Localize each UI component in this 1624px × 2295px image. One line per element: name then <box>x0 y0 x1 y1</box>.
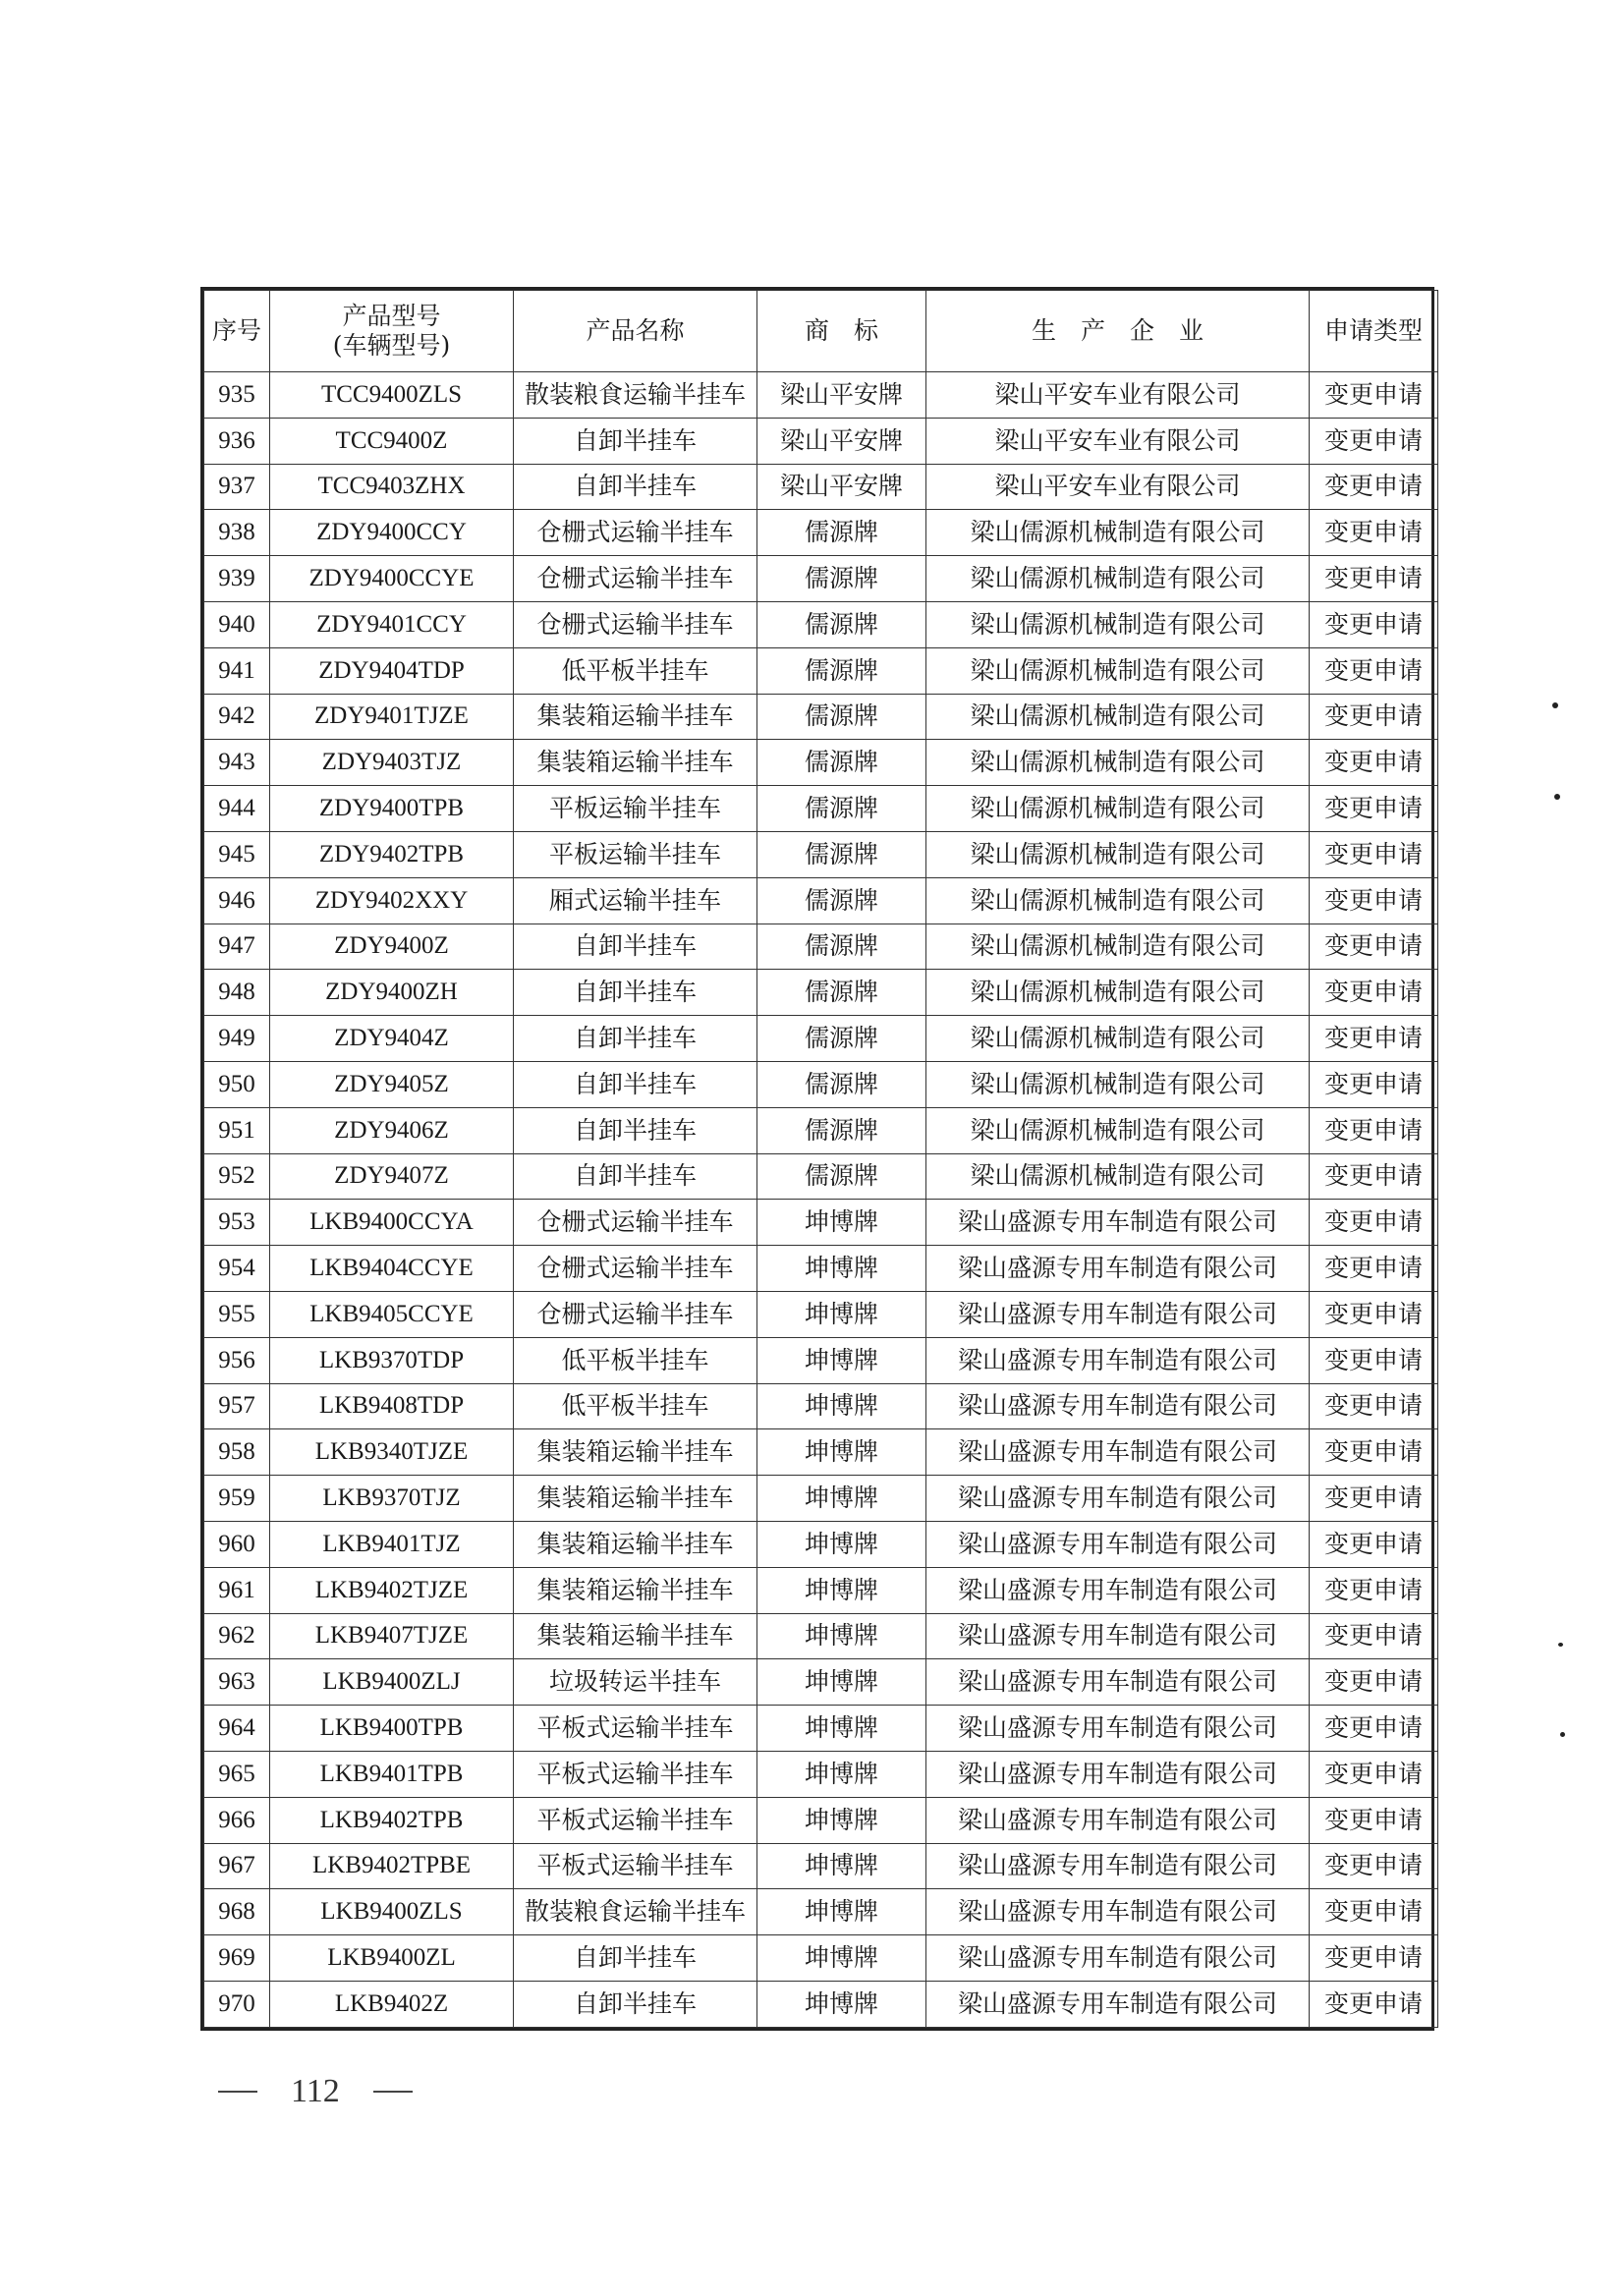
cell-manufacturer: 梁山儒源机械制造有限公司 <box>926 924 1310 970</box>
cell-brand: 儒源牌 <box>757 1016 926 1062</box>
cell-product-name: 仓栅式运输半挂车 <box>514 1200 757 1246</box>
cell-product-name: 集装箱运输半挂车 <box>514 1521 757 1567</box>
cell-product-model: ZDY9404TDP <box>270 647 514 694</box>
cell-manufacturer: 梁山儒源机械制造有限公司 <box>926 1016 1310 1062</box>
cell-product-model: ZDY9402XXY <box>270 877 514 924</box>
cell-product-model: LKB9340TJZE <box>270 1429 514 1476</box>
cell-brand: 坤博牌 <box>757 1797 926 1843</box>
cell-product-name: 自卸半挂车 <box>514 1981 757 2027</box>
cell-product-model: LKB9370TJZ <box>270 1476 514 1522</box>
cell-serial-no: 959 <box>204 1476 270 1522</box>
cell-brand: 儒源牌 <box>757 1107 926 1153</box>
table-row <box>204 694 1438 740</box>
cell-brand: 梁山平安牌 <box>757 418 926 464</box>
cell-manufacturer: 梁山盛源专用车制造有限公司 <box>926 1200 1310 1246</box>
cell-manufacturer: 梁山儒源机械制造有限公司 <box>926 1107 1310 1153</box>
cell-product-name: 平板运输半挂车 <box>514 831 757 877</box>
cell-manufacturer: 梁山盛源专用车制造有限公司 <box>926 1337 1310 1383</box>
cell-manufacturer: 梁山盛源专用车制造有限公司 <box>926 1889 1310 1935</box>
cell-brand: 坤博牌 <box>757 1246 926 1292</box>
cell-serial-no: 952 <box>204 1153 270 1200</box>
table-row <box>204 1751 1438 1797</box>
cell-product-name: 仓栅式运输半挂车 <box>514 556 757 602</box>
cell-application-type: 变更申请 <box>1310 877 1438 924</box>
cell-serial-no: 955 <box>204 1291 270 1337</box>
cell-manufacturer: 梁山儒源机械制造有限公司 <box>926 740 1310 786</box>
cell-product-model: ZDY9404Z <box>270 1016 514 1062</box>
cell-serial-no: 967 <box>204 1843 270 1889</box>
cell-brand: 坤博牌 <box>757 1981 926 2027</box>
cell-manufacturer: 梁山盛源专用车制造有限公司 <box>926 1706 1310 1752</box>
cell-product-model: LKB9400ZLS <box>270 1889 514 1935</box>
cell-manufacturer: 梁山盛源专用车制造有限公司 <box>926 1476 1310 1522</box>
cell-product-name: 集装箱运输半挂车 <box>514 1429 757 1476</box>
cell-product-model: ZDY9403TJZ <box>270 740 514 786</box>
cell-brand: 梁山平安牌 <box>757 372 926 419</box>
cell-application-type: 变更申请 <box>1310 1476 1438 1522</box>
table-row <box>204 647 1438 694</box>
cell-application-type: 变更申请 <box>1310 694 1438 740</box>
table-row <box>204 924 1438 970</box>
cell-application-type: 变更申请 <box>1310 601 1438 647</box>
footer-right-dash <box>373 2091 413 2093</box>
cell-brand: 坤博牌 <box>757 1935 926 1982</box>
cell-serial-no: 945 <box>204 831 270 877</box>
cell-product-model: ZDY9400Z <box>270 924 514 970</box>
table-row <box>204 740 1438 786</box>
table-row <box>204 1521 1438 1567</box>
cell-brand: 坤博牌 <box>757 1889 926 1935</box>
table-row <box>204 464 1438 510</box>
cell-brand: 坤博牌 <box>757 1291 926 1337</box>
cell-application-type: 变更申请 <box>1310 1429 1438 1476</box>
cell-product-name: 自卸半挂车 <box>514 924 757 970</box>
cell-product-model: ZDY9402TPB <box>270 831 514 877</box>
cell-product-name: 自卸半挂车 <box>514 1153 757 1200</box>
header-product-model-line2: (车辆型号) <box>332 331 451 360</box>
cell-manufacturer: 梁山盛源专用车制造有限公司 <box>926 1797 1310 1843</box>
table-row <box>204 1843 1438 1889</box>
cell-application-type: 变更申请 <box>1310 1797 1438 1843</box>
cell-serial-no: 944 <box>204 786 270 832</box>
table-row <box>204 1246 1438 1292</box>
cell-brand: 坤博牌 <box>757 1706 926 1752</box>
table-row <box>204 831 1438 877</box>
cell-product-name: 仓栅式运输半挂车 <box>514 510 757 556</box>
header-application-type: 申请类型 <box>1310 291 1438 372</box>
cell-manufacturer: 梁山儒源机械制造有限公司 <box>926 877 1310 924</box>
cell-application-type: 变更申请 <box>1310 1889 1438 1935</box>
cell-product-name: 自卸半挂车 <box>514 1935 757 1982</box>
table-row <box>204 601 1438 647</box>
table-row <box>204 1476 1438 1522</box>
cell-manufacturer: 梁山盛源专用车制造有限公司 <box>926 1751 1310 1797</box>
cell-brand: 坤博牌 <box>757 1659 926 1706</box>
cell-application-type: 变更申请 <box>1310 831 1438 877</box>
cell-product-name: 自卸半挂车 <box>514 1107 757 1153</box>
cell-product-model: LKB9401TPB <box>270 1751 514 1797</box>
cell-product-name: 自卸半挂车 <box>514 970 757 1016</box>
page-footer <box>218 2073 413 2110</box>
cell-brand: 坤博牌 <box>757 1843 926 1889</box>
cell-product-name: 厢式运输半挂车 <box>514 877 757 924</box>
cell-serial-no: 939 <box>204 556 270 602</box>
table-row <box>204 418 1438 464</box>
cell-brand: 梁山平安牌 <box>757 464 926 510</box>
cell-manufacturer: 梁山平安车业有限公司 <box>926 464 1310 510</box>
cell-product-model: LKB9400TPB <box>270 1706 514 1752</box>
cell-manufacturer: 梁山儒源机械制造有限公司 <box>926 647 1310 694</box>
cell-serial-no: 956 <box>204 1337 270 1383</box>
cell-brand: 儒源牌 <box>757 647 926 694</box>
cell-product-model: LKB9402TPB <box>270 1797 514 1843</box>
cell-brand: 儒源牌 <box>757 1061 926 1107</box>
cell-application-type: 变更申请 <box>1310 1659 1438 1706</box>
table-row <box>204 1291 1438 1337</box>
cell-brand: 儒源牌 <box>757 831 926 877</box>
table-row <box>204 556 1438 602</box>
cell-application-type: 变更申请 <box>1310 1521 1438 1567</box>
cell-application-type: 变更申请 <box>1310 1153 1438 1200</box>
table-row <box>204 786 1438 832</box>
cell-manufacturer: 梁山盛源专用车制造有限公司 <box>926 1567 1310 1613</box>
table-row <box>204 1383 1438 1429</box>
table-row <box>204 1981 1438 2027</box>
cell-manufacturer: 梁山盛源专用车制造有限公司 <box>926 1935 1310 1982</box>
table-row <box>204 510 1438 556</box>
cell-product-name: 自卸半挂车 <box>514 464 757 510</box>
cell-serial-no: 966 <box>204 1797 270 1843</box>
cell-serial-no: 941 <box>204 647 270 694</box>
cell-product-name: 散装粮食运输半挂车 <box>514 372 757 419</box>
header-manufacturer: 生 产 企 业 <box>926 291 1310 372</box>
table-row <box>204 1889 1438 1935</box>
cell-application-type: 变更申请 <box>1310 1061 1438 1107</box>
cell-manufacturer: 梁山盛源专用车制造有限公司 <box>926 1246 1310 1292</box>
cell-application-type: 变更申请 <box>1310 1291 1438 1337</box>
cell-application-type: 变更申请 <box>1310 1337 1438 1383</box>
cell-manufacturer: 梁山盛源专用车制造有限公司 <box>926 1843 1310 1889</box>
scan-speck <box>1560 1732 1565 1737</box>
cell-brand: 坤博牌 <box>757 1476 926 1522</box>
header-product-name: 产品名称 <box>514 291 757 372</box>
table-row <box>204 1429 1438 1476</box>
cell-serial-no: 947 <box>204 924 270 970</box>
cell-brand: 儒源牌 <box>757 556 926 602</box>
cell-application-type: 变更申请 <box>1310 1200 1438 1246</box>
cell-brand: 儒源牌 <box>757 970 926 1016</box>
cell-serial-no: 942 <box>204 694 270 740</box>
cell-application-type: 变更申请 <box>1310 1246 1438 1292</box>
cell-serial-no: 943 <box>204 740 270 786</box>
cell-product-model: ZDY9400CCYE <box>270 556 514 602</box>
table-row <box>204 1797 1438 1843</box>
cell-application-type: 变更申请 <box>1310 1016 1438 1062</box>
cell-brand: 坤博牌 <box>757 1613 926 1659</box>
cell-application-type: 变更申请 <box>1310 647 1438 694</box>
table-row <box>204 1016 1438 1062</box>
cell-application-type: 变更申请 <box>1310 1706 1438 1752</box>
cell-manufacturer: 梁山平安车业有限公司 <box>926 372 1310 419</box>
scan-speck <box>1558 1643 1563 1647</box>
table-row <box>204 877 1438 924</box>
cell-application-type: 变更申请 <box>1310 1935 1438 1982</box>
cell-manufacturer: 梁山儒源机械制造有限公司 <box>926 694 1310 740</box>
cell-serial-no: 970 <box>204 1981 270 2027</box>
cell-application-type: 变更申请 <box>1310 1107 1438 1153</box>
cell-product-model: LKB9401TJZ <box>270 1521 514 1567</box>
cell-brand: 儒源牌 <box>757 786 926 832</box>
table-row <box>204 1567 1438 1613</box>
cell-serial-no: 936 <box>204 418 270 464</box>
cell-brand: 儒源牌 <box>757 601 926 647</box>
cell-application-type: 变更申请 <box>1310 1383 1438 1429</box>
cell-product-name: 集装箱运输半挂车 <box>514 694 757 740</box>
cell-application-type: 变更申请 <box>1310 1981 1438 2027</box>
cell-product-name: 低平板半挂车 <box>514 1383 757 1429</box>
cell-product-model: LKB9400ZLJ <box>270 1659 514 1706</box>
cell-brand: 坤博牌 <box>757 1429 926 1476</box>
header-product-model <box>270 291 514 372</box>
table-row <box>204 1337 1438 1383</box>
cell-product-model: LKB9408TDP <box>270 1383 514 1429</box>
cell-brand: 儒源牌 <box>757 694 926 740</box>
cell-application-type: 变更申请 <box>1310 786 1438 832</box>
cell-serial-no: 969 <box>204 1935 270 1982</box>
cell-product-model: ZDY9401TJZE <box>270 694 514 740</box>
cell-product-model: ZDY9406Z <box>270 1107 514 1153</box>
scan-speck <box>1552 702 1558 708</box>
cell-application-type: 变更申请 <box>1310 1613 1438 1659</box>
cell-application-type: 变更申请 <box>1310 1751 1438 1797</box>
cell-application-type: 变更申请 <box>1310 418 1438 464</box>
cell-product-model: LKB9402Z <box>270 1981 514 2027</box>
cell-product-name: 自卸半挂车 <box>514 1016 757 1062</box>
cell-brand: 坤博牌 <box>757 1751 926 1797</box>
cell-product-name: 自卸半挂车 <box>514 418 757 464</box>
cell-product-name: 仓栅式运输半挂车 <box>514 1246 757 1292</box>
cell-product-name: 平板式运输半挂车 <box>514 1706 757 1752</box>
cell-manufacturer: 梁山儒源机械制造有限公司 <box>926 510 1310 556</box>
cell-serial-no: 949 <box>204 1016 270 1062</box>
cell-product-name: 垃圾转运半挂车 <box>514 1659 757 1706</box>
cell-serial-no: 964 <box>204 1706 270 1752</box>
cell-application-type: 变更申请 <box>1310 1843 1438 1889</box>
cell-application-type: 变更申请 <box>1310 740 1438 786</box>
cell-product-model: LKB9402TJZE <box>270 1567 514 1613</box>
cell-application-type: 变更申请 <box>1310 1567 1438 1613</box>
cell-serial-no: 968 <box>204 1889 270 1935</box>
cell-serial-no: 961 <box>204 1567 270 1613</box>
vehicle-catalog-table <box>203 290 1438 2028</box>
cell-manufacturer: 梁山儒源机械制造有限公司 <box>926 786 1310 832</box>
cell-serial-no: 946 <box>204 877 270 924</box>
cell-manufacturer: 梁山盛源专用车制造有限公司 <box>926 1981 1310 2027</box>
cell-product-name: 平板式运输半挂车 <box>514 1843 757 1889</box>
cell-product-model: ZDY9407Z <box>270 1153 514 1200</box>
cell-serial-no: 962 <box>204 1613 270 1659</box>
cell-product-name: 散装粮食运输半挂车 <box>514 1889 757 1935</box>
cell-manufacturer: 梁山儒源机械制造有限公司 <box>926 556 1310 602</box>
table-row <box>204 970 1438 1016</box>
table-header <box>204 291 1438 372</box>
cell-serial-no: 938 <box>204 510 270 556</box>
cell-product-name: 低平板半挂车 <box>514 1337 757 1383</box>
table-row <box>204 1153 1438 1200</box>
cell-serial-no: 965 <box>204 1751 270 1797</box>
table-body <box>204 372 1438 2028</box>
cell-manufacturer: 梁山儒源机械制造有限公司 <box>926 970 1310 1016</box>
cell-application-type: 变更申请 <box>1310 556 1438 602</box>
cell-product-name: 平板式运输半挂车 <box>514 1797 757 1843</box>
cell-brand: 儒源牌 <box>757 924 926 970</box>
footer-left-dash <box>218 2091 257 2093</box>
cell-product-name: 平板运输半挂车 <box>514 786 757 832</box>
cell-product-model: ZDY9400ZH <box>270 970 514 1016</box>
cell-brand: 儒源牌 <box>757 877 926 924</box>
table-row <box>204 1613 1438 1659</box>
cell-serial-no: 960 <box>204 1521 270 1567</box>
cell-application-type: 变更申请 <box>1310 924 1438 970</box>
cell-application-type: 变更申请 <box>1310 510 1438 556</box>
cell-product-model: LKB9400ZL <box>270 1935 514 1982</box>
cell-manufacturer: 梁山儒源机械制造有限公司 <box>926 601 1310 647</box>
cell-manufacturer: 梁山盛源专用车制造有限公司 <box>926 1521 1310 1567</box>
cell-serial-no: 951 <box>204 1107 270 1153</box>
cell-serial-no: 963 <box>204 1659 270 1706</box>
cell-manufacturer: 梁山盛源专用车制造有限公司 <box>926 1613 1310 1659</box>
cell-product-name: 集装箱运输半挂车 <box>514 740 757 786</box>
catalog-table-frame <box>200 287 1434 2031</box>
cell-product-model: TCC9403ZHX <box>270 464 514 510</box>
cell-product-model: ZDY9401CCY <box>270 601 514 647</box>
cell-product-name: 集装箱运输半挂车 <box>514 1613 757 1659</box>
page-number: 112 <box>291 2073 340 2109</box>
cell-application-type: 变更申请 <box>1310 970 1438 1016</box>
cell-product-name: 自卸半挂车 <box>514 1061 757 1107</box>
cell-product-name: 仓栅式运输半挂车 <box>514 601 757 647</box>
table-row <box>204 372 1438 419</box>
cell-application-type: 变更申请 <box>1310 372 1438 419</box>
cell-manufacturer: 梁山盛源专用车制造有限公司 <box>926 1291 1310 1337</box>
cell-application-type: 变更申请 <box>1310 464 1438 510</box>
cell-product-model: TCC9400Z <box>270 418 514 464</box>
cell-product-name: 集装箱运输半挂车 <box>514 1476 757 1522</box>
scan-speck <box>1554 794 1560 800</box>
cell-serial-no: 940 <box>204 601 270 647</box>
cell-product-name: 集装箱运输半挂车 <box>514 1567 757 1613</box>
cell-brand: 坤博牌 <box>757 1200 926 1246</box>
header-brand: 商 标 <box>757 291 926 372</box>
cell-brand: 坤博牌 <box>757 1383 926 1429</box>
table-row <box>204 1200 1438 1246</box>
cell-product-name: 低平板半挂车 <box>514 647 757 694</box>
cell-serial-no: 958 <box>204 1429 270 1476</box>
cell-serial-no: 935 <box>204 372 270 419</box>
cell-product-model: LKB9404CCYE <box>270 1246 514 1292</box>
cell-product-model: LKB9402TPBE <box>270 1843 514 1889</box>
cell-manufacturer: 梁山盛源专用车制造有限公司 <box>926 1383 1310 1429</box>
table-row <box>204 1659 1438 1706</box>
cell-brand: 坤博牌 <box>757 1521 926 1567</box>
cell-brand: 儒源牌 <box>757 1153 926 1200</box>
cell-product-model: ZDY9405Z <box>270 1061 514 1107</box>
cell-serial-no: 937 <box>204 464 270 510</box>
cell-serial-no: 957 <box>204 1383 270 1429</box>
table-row <box>204 1107 1438 1153</box>
cell-manufacturer: 梁山儒源机械制造有限公司 <box>926 1061 1310 1107</box>
cell-product-model: LKB9400CCYA <box>270 1200 514 1246</box>
cell-serial-no: 950 <box>204 1061 270 1107</box>
cell-product-model: TCC9400ZLS <box>270 372 514 419</box>
cell-serial-no: 948 <box>204 970 270 1016</box>
cell-brand: 儒源牌 <box>757 510 926 556</box>
table-row <box>204 1706 1438 1752</box>
table-row <box>204 1061 1438 1107</box>
cell-manufacturer: 梁山盛源专用车制造有限公司 <box>926 1659 1310 1706</box>
cell-product-model: ZDY9400TPB <box>270 786 514 832</box>
cell-manufacturer: 梁山儒源机械制造有限公司 <box>926 831 1310 877</box>
cell-serial-no: 954 <box>204 1246 270 1292</box>
cell-manufacturer: 梁山盛源专用车制造有限公司 <box>926 1429 1310 1476</box>
cell-product-name: 仓栅式运输半挂车 <box>514 1291 757 1337</box>
cell-brand: 儒源牌 <box>757 740 926 786</box>
header-serial-no: 序号 <box>204 291 270 372</box>
cell-product-model: LKB9405CCYE <box>270 1291 514 1337</box>
cell-manufacturer: 梁山平安车业有限公司 <box>926 418 1310 464</box>
cell-product-model: ZDY9400CCY <box>270 510 514 556</box>
cell-brand: 坤博牌 <box>757 1337 926 1383</box>
cell-product-model: LKB9407TJZE <box>270 1613 514 1659</box>
cell-brand: 坤博牌 <box>757 1567 926 1613</box>
table-row <box>204 1935 1438 1982</box>
cell-serial-no: 953 <box>204 1200 270 1246</box>
cell-product-name: 平板式运输半挂车 <box>514 1751 757 1797</box>
cell-manufacturer: 梁山儒源机械制造有限公司 <box>926 1153 1310 1200</box>
header-row <box>204 291 1438 372</box>
header-product-model-line1: 产品型号 <box>342 302 441 330</box>
cell-product-model: LKB9370TDP <box>270 1337 514 1383</box>
